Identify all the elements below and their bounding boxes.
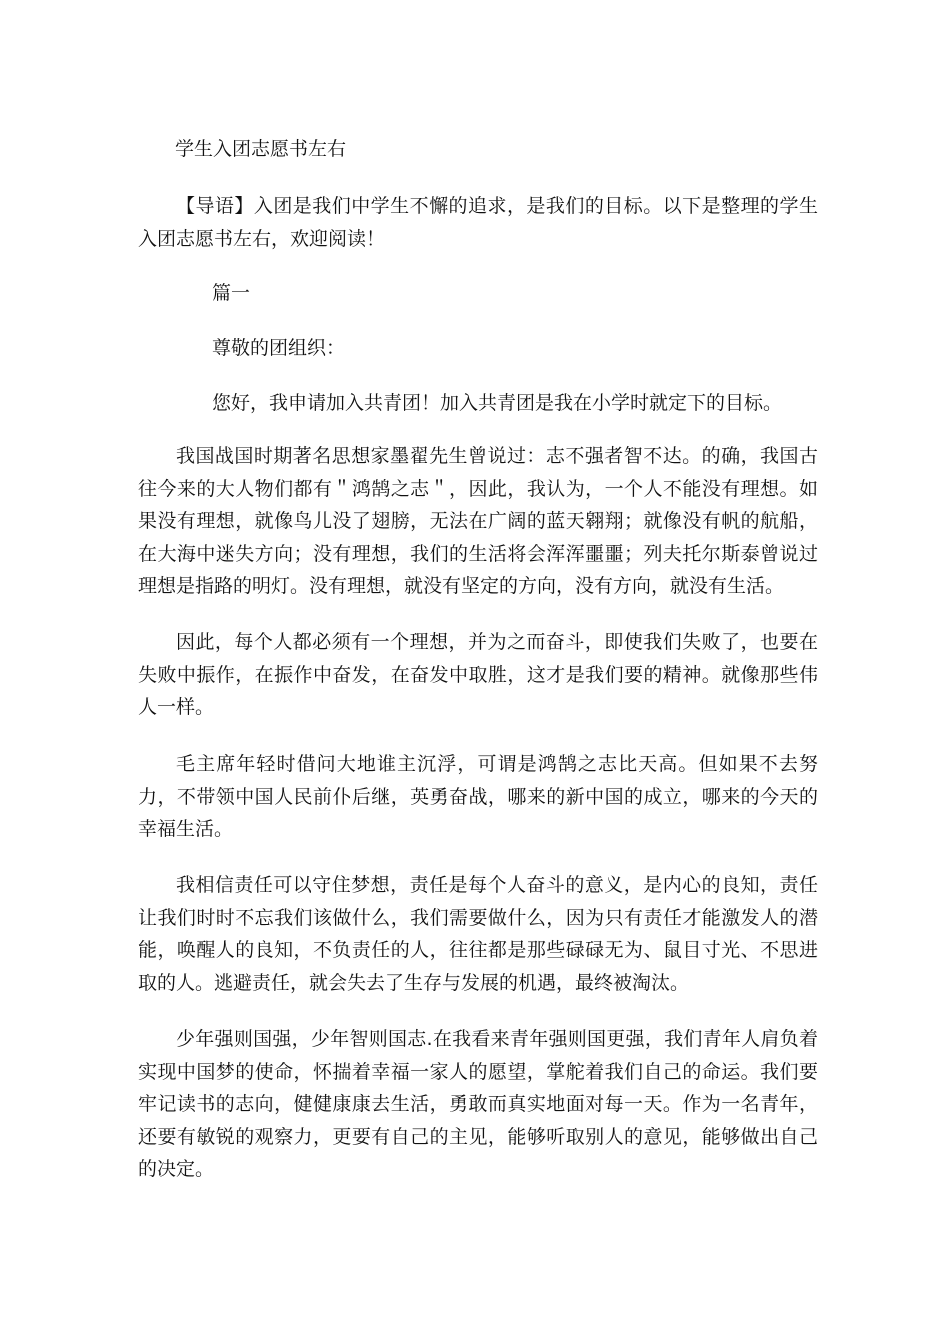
opening-line: 您好，我申请加入共青团！加入共青团是我在小学时就定下的目标。 xyxy=(212,392,783,414)
body-paragraph-4: 我相信责任可以守住梦想，责任是每个人奋斗的意义，是内心的良知，责任让我们时时不忘我们该做什么，我们需要做什么，因为只有责任才能激发人的潜能，唤醒人的良知，不负责任的人，往往都是那些碌碌无为、鼠目寸光、不思进取的人。逃避责任，就会失去了生存与发展的机遇，最终被淘汰。 xyxy=(138,874,818,994)
body-paragraph-5: 少年强则国强，少年智则国志.在我看来青年强则国更强，我们青年人肩负着实现中国梦的使命，怀揣着幸福一家人的愿望，掌舵着我们自己的命运。我们要牢记读书的志向，健健康康去生活，勇敢而真实地面对每一天。作为一名青年，还要有敏锐的观察力，更要有自己的主见，能够听取别人的意见，能够做出自己的决定。 xyxy=(138,1028,818,1180)
salutation: 尊敬的团组织： xyxy=(212,337,346,359)
body-paragraph-1: 我国战国时期著名思想家墨翟先生曾说过：志不强者智不达。的确，我国古往今来的大人物们都有＂鸿鹄之志＂，因此，我认为，一个人不能没有理想。如果没有理想，就像鸟儿没了翅膀，无法在广阔的蓝天翱翔；就像没有帆的航船，在大海中迷失方向；没有理想，我们的生活将会浑浑噩噩；列夫托尔斯泰曾说过理想是指路的明灯。没有理想，就没有坚定的方向，没有方向，就没有生活。 xyxy=(138,445,818,597)
document-title: 学生入团志愿书左右 xyxy=(175,138,347,160)
body-paragraph-3: 毛主席年轻时借问大地谁主沉浮，可谓是鸿鹄之志比天高。但如果不去努力，不带领中国人民前仆后继，英勇奋战，哪来的新中国的成立，哪来的今天的幸福生活。 xyxy=(138,753,818,840)
body-paragraph-2: 因此，每个人都必须有一个理想，并为之而奋斗，即使我们失败了，也要在失败中振作，在振作中奋发，在奋发中取胜，这才是我们要的精神。就像那些伟人一样。 xyxy=(138,631,818,718)
intro-paragraph: 【导语】入团是我们中学生不懈的追求，是我们的目标。以下是整理的学生入团志愿书左右，欢迎阅读！ xyxy=(138,195,818,250)
section-heading: 篇一 xyxy=(212,282,251,304)
